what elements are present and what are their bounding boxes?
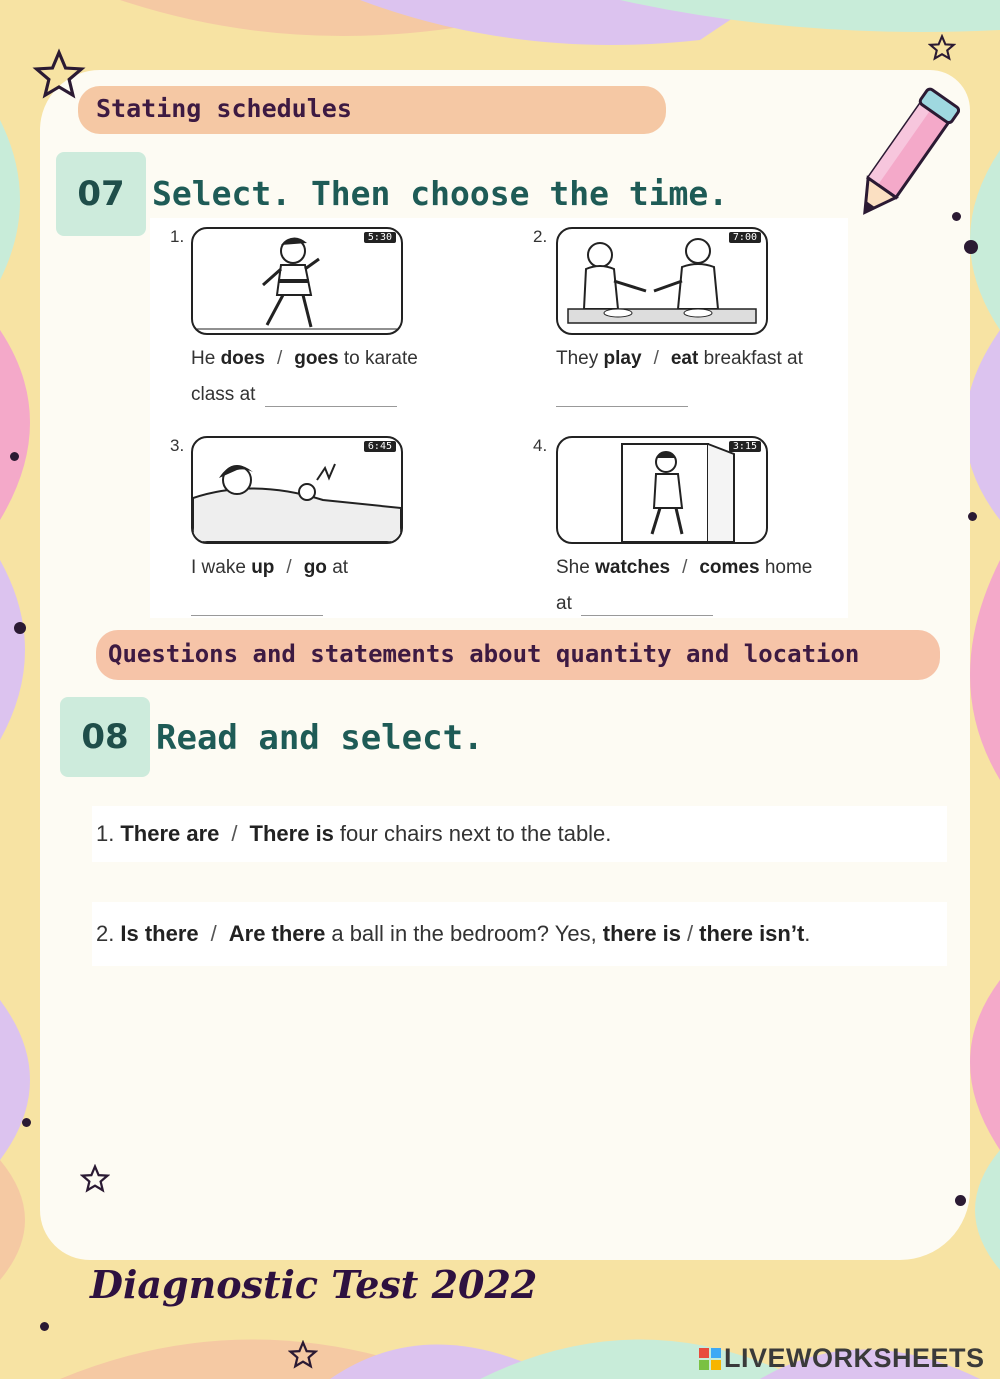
decor-dot [964, 240, 978, 254]
item-number: 1. [170, 227, 185, 246]
item-number: 3. [170, 436, 185, 455]
sentence-quantity-2: 2. Is there / Are there a ball in the bedroom? Yes, there is / there isn’t . [92, 902, 947, 966]
decor-dot [14, 622, 26, 634]
karate-boy-icon [193, 229, 401, 333]
section-label-text: Stating schedules [96, 94, 352, 123]
sentence-3: I wake up / go at [191, 557, 349, 578]
liveworksheets-logo-icon [698, 1347, 722, 1371]
decor-dot [10, 452, 19, 461]
section-label-text: Questions and statements about quantity and location [108, 640, 860, 668]
clock-time: 7:00 [729, 232, 761, 243]
exercise-title-07: Select. Then choose the time. [152, 174, 729, 213]
girl-at-door-icon [558, 438, 766, 542]
sentence-3-line-2 [191, 593, 323, 616]
illustration-wake-up [191, 436, 403, 544]
option-comes[interactable]: comes [699, 557, 760, 578]
time-input-3[interactable] [191, 593, 323, 616]
time-input-4[interactable] [581, 593, 713, 616]
pencil-icon [850, 80, 960, 230]
item-number: 2. [533, 227, 548, 246]
option-play[interactable]: play [603, 348, 642, 369]
girl-in-bed-icon [193, 438, 401, 542]
sentence-1-line-2: class at [191, 384, 397, 407]
family-breakfast-icon [558, 229, 766, 333]
liveworksheets-brand: LIVEWORKSHEETS [698, 1343, 985, 1374]
sentence-quantity-1: 1. There are / There is four chairs next to the table. [92, 806, 947, 862]
star-icon [288, 1340, 318, 1370]
decor-dot [955, 1195, 966, 1206]
illustration-karate [191, 227, 403, 335]
star-icon [80, 1164, 110, 1194]
clock-time: 3:15 [729, 441, 761, 452]
option-watches[interactable]: watches [595, 557, 671, 578]
time-input-1[interactable] [265, 384, 397, 407]
star-icon [32, 48, 86, 102]
illustration-comes-home [556, 436, 768, 544]
item-number: 4. [533, 436, 548, 455]
option-goes[interactable]: goes [294, 348, 339, 369]
option-there-isnt-answer[interactable]: there isn’t [699, 921, 805, 946]
decor-dot [40, 1322, 49, 1331]
sentence-4: She watches / comes home [556, 557, 813, 578]
section-label-schedules [78, 86, 666, 134]
exercise-number-08: 08 [60, 697, 150, 777]
option-there-is-answer[interactable]: there is [602, 921, 682, 946]
clock-time: 6:45 [364, 441, 396, 452]
exercise-title-08: Read and select. [156, 718, 484, 758]
option-there-is[interactable]: There is [249, 821, 334, 846]
option-is-there[interactable]: Is there [120, 921, 199, 946]
star-icon [928, 34, 956, 62]
section-label-quantity [96, 630, 940, 680]
option-there-are[interactable]: There are [120, 821, 220, 846]
option-eat[interactable]: eat [670, 348, 699, 369]
option-up[interactable]: up [251, 557, 275, 578]
exercise-number-07: 07 [56, 152, 146, 236]
option-are-there[interactable]: Are there [228, 921, 326, 946]
option-go[interactable]: go [303, 557, 327, 578]
time-input-2[interactable] [556, 384, 688, 407]
clock-time: 5:30 [364, 232, 396, 243]
sentence-2: They play / eat breakfast at [556, 348, 803, 369]
option-does[interactable]: does [220, 348, 265, 369]
illustration-breakfast [556, 227, 768, 335]
document-title: Diagnostic Test 2022 [90, 1262, 538, 1307]
decor-dot [968, 512, 977, 521]
decor-dot [22, 1118, 31, 1127]
sentence-1: He does / goes to karate [191, 348, 418, 369]
sentence-4-line-2: at [556, 593, 713, 616]
sentence-2-line-2 [556, 384, 688, 407]
